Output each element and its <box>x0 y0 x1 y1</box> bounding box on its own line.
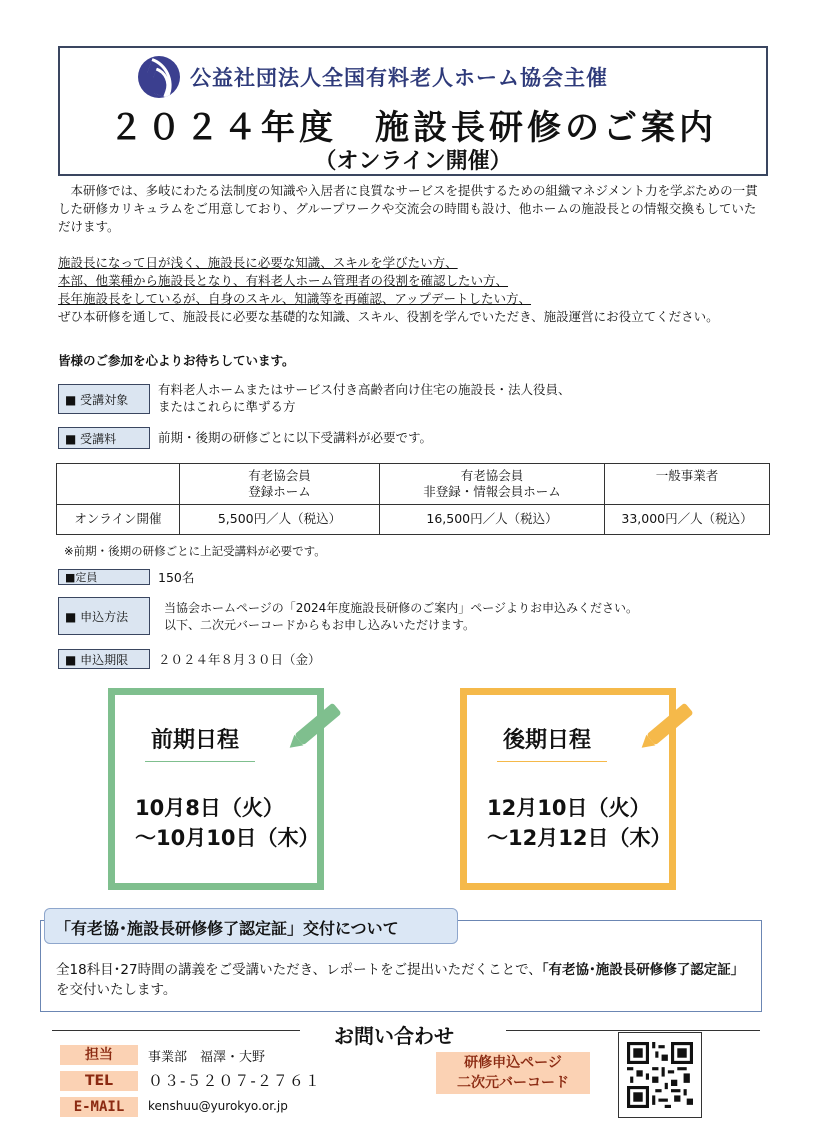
table-cell: オンライン開催 <box>57 505 180 535</box>
intro-paragraph: 本研修では、多岐にわたる法制度の知識や入居者に良質なサービスを提供するための組織マネジメント力を学ぶための一貫した研修カリキュラムをご用意しており、グループワークや交流会の時間も設け、他ホームの施設長との情報交換もしていただけます。 <box>58 183 758 234</box>
target-text <box>158 381 571 415</box>
target-item: 本部、他業種から施設長となり、有料老人ホーム管理者の役割を確認したい方、 <box>58 273 509 288</box>
capacity-text: 150名 <box>158 570 195 585</box>
schedule-start: 10月8日（火） <box>135 796 284 820</box>
qr-label: 研修申込ページ 二次元バーコード <box>436 1052 590 1094</box>
fee-text: 前期・後期の研修ごとに以下受講料が必要です。 <box>158 430 433 445</box>
tel-label: TEL <box>60 1071 138 1091</box>
second-schedule-title: 後期日程 <box>502 728 591 753</box>
certificate-text: 全18科目･27時間の講義をご受講いただき、レポートをご提出いただくことで、「有老協･施設長研修修了認定証」を交付いたします。 <box>56 962 745 998</box>
table-header-cell: 有老協会員 非登録・情報会員ホーム <box>380 464 605 505</box>
email-label: E-MAIL <box>60 1097 138 1117</box>
tel-value: ０３-５２０７-２７６１ <box>148 1072 321 1090</box>
divider <box>52 1030 300 1031</box>
pencil-icon <box>646 703 693 746</box>
schedule-end: ～12月12日（木） <box>487 826 672 850</box>
association-logo-icon <box>138 56 180 98</box>
intro-paragraph-2: ぜひ本研修を通して、施設長に必要な基礎的な知識、スキル、役割を学んでいただき、施設運営にお役立てください。 <box>58 309 719 324</box>
apply-text <box>164 600 638 634</box>
first-schedule-dates <box>135 793 319 853</box>
table-cell: 33,000円／人（税込） <box>605 505 770 535</box>
closing-text: 皆様のご参加を心よりお待ちしています。 <box>58 353 295 368</box>
contact-title: お問い合わせ <box>334 1024 454 1048</box>
divider <box>506 1030 760 1031</box>
person-label: 担当 <box>60 1045 138 1065</box>
email-link[interactable]: kenshuu@yurokyo.or.jp <box>148 1099 288 1113</box>
table-header-cell: 有老協会員 登録ホーム <box>180 464 380 505</box>
target-item: 長年施設長をしているが、自身のスキル、知識等を再確認、アップデートしたい方、 <box>58 291 532 306</box>
apply-line: 当協会ホームページの「2024年度施設長研修のご案内」ページよりお申込みください。 <box>164 601 639 615</box>
schedule-start: 12月10日（火） <box>487 796 651 820</box>
first-schedule-title: 前期日程 <box>150 728 239 753</box>
target-list <box>58 254 764 326</box>
target-item: 施設長になって日が浅く、施設長に必要な知識、スキルを学びたい方、 <box>58 255 458 270</box>
page-subtitle: （オンライン開催） <box>314 149 512 174</box>
certificate-title: 「有老協･施設長研修修了認定証」交付について <box>44 908 458 944</box>
table-cell: 5,500円／人（税込） <box>180 505 380 535</box>
org-line <box>138 56 608 98</box>
target-label: ■ 受講対象 <box>58 384 150 414</box>
org-name: 公益社団法人全国有料老人ホーム協会主催 <box>190 66 608 90</box>
header-box <box>58 46 768 176</box>
schedule-end: ～10月10日（木） <box>135 826 320 850</box>
divider <box>497 761 607 762</box>
fee-table <box>56 463 770 535</box>
second-schedule-card <box>460 688 676 890</box>
page-title: ２０２４年度 施設長研修のご案内 <box>109 108 717 148</box>
capacity-label: ■定員 <box>58 569 150 585</box>
first-schedule-card <box>108 688 324 890</box>
pencil-icon <box>294 703 341 746</box>
table-row <box>57 505 770 535</box>
divider <box>145 761 255 762</box>
fee-label: ■ 受講料 <box>58 427 150 449</box>
table-cell: 16,500円／人（税込） <box>380 505 605 535</box>
apply-line: 以下、二次元バーコードからもお申し込みいただけます。 <box>164 618 476 632</box>
deadline-text: ２０２４年８月３０日（金） <box>158 652 321 667</box>
qr-code-icon <box>627 1042 693 1108</box>
deadline-label: ■ 申込期限 <box>58 649 150 669</box>
qr-code[interactable] <box>618 1032 702 1118</box>
target-line: 有料老人ホームまたはサービス付き高齢者向け住宅の施設長・法人役員、 <box>158 382 571 397</box>
person-value: 事業部 福澤・大野 <box>148 1050 266 1065</box>
table-header-cell <box>57 464 180 505</box>
table-header-cell: 一般事業者 <box>605 464 770 505</box>
table-header-row <box>57 464 770 505</box>
apply-label: ■ 申込方法 <box>58 597 150 635</box>
fee-note: ※前期・後期の研修ごとに上記受講料が必要です。 <box>64 544 326 558</box>
target-line: またはこれらに準ずる方 <box>158 399 296 414</box>
second-schedule-dates <box>487 793 671 853</box>
